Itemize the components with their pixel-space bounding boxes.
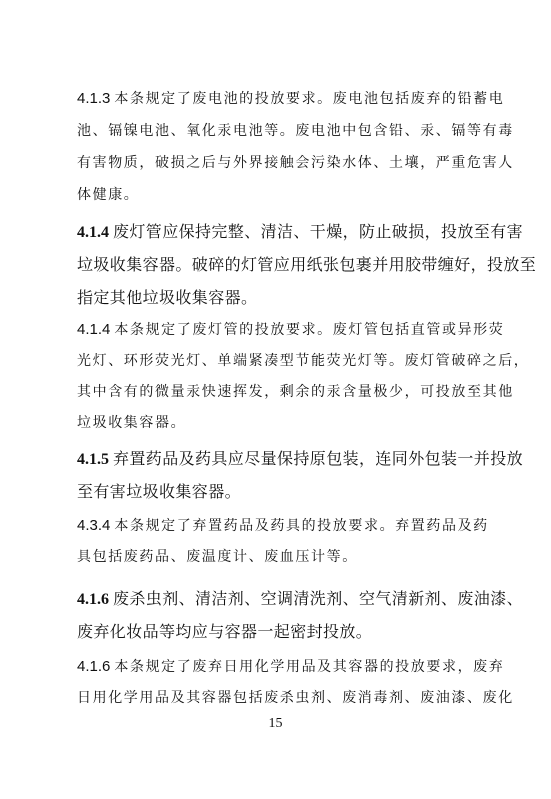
paragraph-text: 废杀虫剂、清洁剂、空调清洗剂、空气清新剂、废油漆、	[113, 589, 524, 608]
paragraph-line: 日用化学用品及其容器包括废杀虫剂、废消毒剂、废油漆、废化	[77, 690, 514, 706]
paragraph-line: 垃圾收集容器。	[77, 415, 187, 431]
paragraph-text: 弃置药品及药具应尽量保持原包装，连同外包装一并投放	[113, 449, 524, 468]
clause-number: 4.1.4	[77, 224, 109, 241]
paragraph-line	[77, 656, 504, 678]
paragraph-line: 至有害垃圾收集容器。	[77, 482, 242, 501]
clause-number: 4.1.3	[77, 90, 111, 107]
paragraph-line: 有害物质，破损之后与外界接触会污染水体、土壤，严重危害人	[77, 155, 514, 171]
paragraph-text: 废灯管应保持完整、清洁、干燥，防止破损，投放至有害	[113, 222, 524, 241]
paragraph-line: 其中含有的微量汞快速挥发，剩余的汞含量极少，可投放至其他	[77, 384, 514, 400]
paragraph-line: 光灯、环形荧光灯、单端紧凑型节能荧光灯等。废灯管破碎之后，	[77, 353, 530, 369]
paragraph-line	[77, 221, 523, 243]
clause-number: 4.1.4	[77, 321, 111, 338]
clause-number: 4.1.6	[77, 658, 111, 675]
paragraph-text: 本条规定了废电池的投放要求。废电池包括废弃的铅蓄电	[114, 91, 505, 107]
paragraph-line: 废弃化妆品等均应与容器一起密封投放。	[77, 622, 373, 641]
clause-number: 4.1.6	[77, 591, 109, 608]
paragraph-text: 本条规定了弃置药品及药具的投放要求。弃置药品及药	[114, 518, 489, 534]
paragraph-line: 池、镉镍电池、氧化汞电池等。废电池中包含铅、汞、镉等有毒	[77, 123, 514, 139]
paragraph-text: 本条规定了废弃日用化学用品及其容器的投放要求，废弃	[114, 659, 505, 675]
paragraph-line: 指定其他垃圾收集容器。	[77, 288, 258, 307]
paragraph-line	[77, 515, 489, 537]
clause-number: 4.3.4	[77, 517, 111, 534]
paragraph-line	[77, 319, 504, 341]
clause-number: 4.1.5	[77, 451, 109, 468]
paragraph-line	[77, 448, 523, 470]
paragraph-line	[77, 588, 523, 610]
paragraph-line	[77, 88, 504, 110]
page-number: 15	[268, 716, 283, 731]
paragraph-line: 垃圾收集容器。破碎的灯管应用纸张包裹并用胶带缠好，投放至	[77, 255, 537, 274]
paragraph-line: 体健康。	[77, 187, 140, 203]
paragraph-line: 具包括废药品、废温度计、废血压计等。	[77, 549, 358, 565]
paragraph-text: 本条规定了废灯管的投放要求。废灯管包括直管或异形荧	[114, 322, 505, 338]
